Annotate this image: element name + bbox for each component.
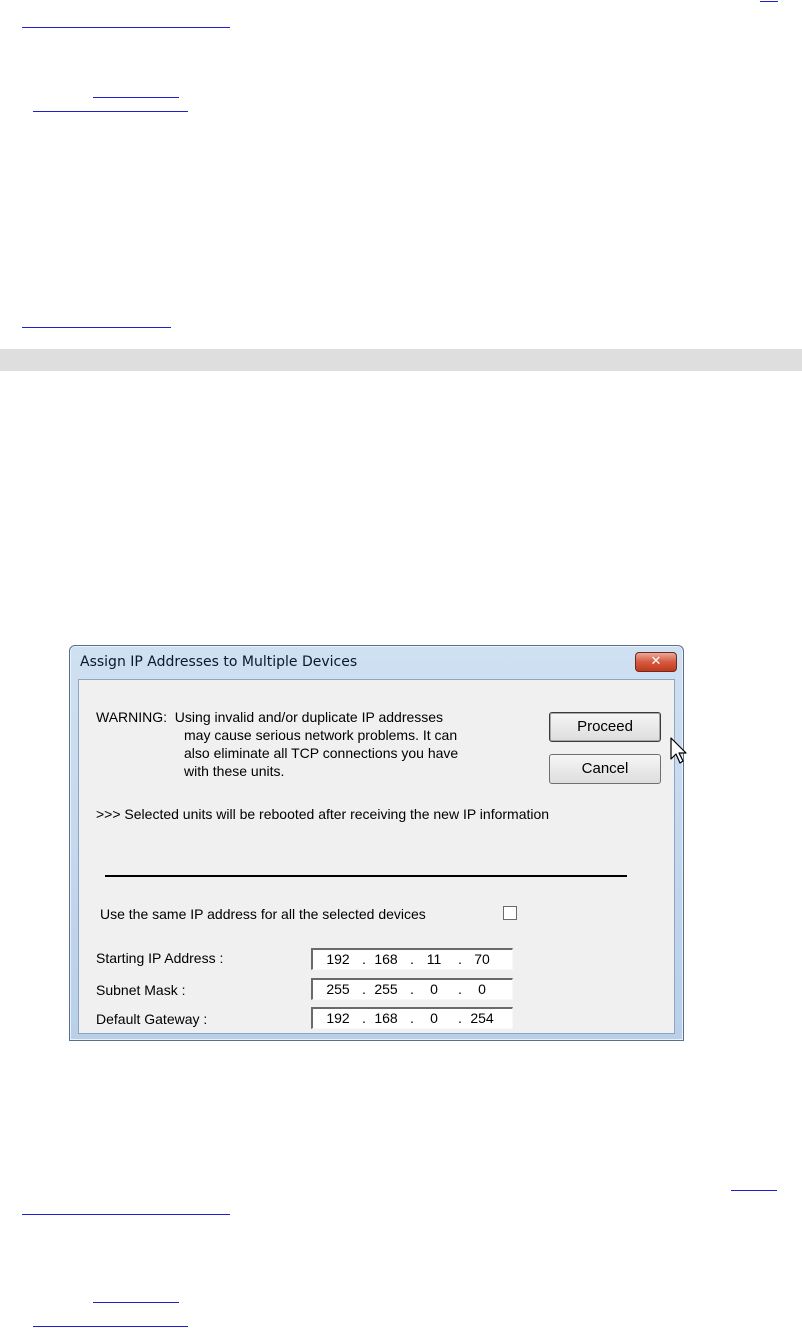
octet-dot: .	[410, 981, 414, 997]
warning-line-4: with these units.	[184, 763, 285, 779]
dialog-titlebar[interactable]	[70, 646, 683, 679]
octet-dot: .	[410, 951, 414, 967]
octet-dot: .	[458, 951, 462, 967]
subnet-octet-2[interactable]: 255	[374, 981, 398, 997]
dialog-body	[78, 679, 675, 1034]
subnet-mask-label: Subnet Mask :	[96, 982, 186, 998]
link-underline-short-2[interactable]	[33, 110, 188, 112]
link-underline-lower-right[interactable]	[731, 1189, 777, 1191]
link-underline-mid[interactable]	[22, 326, 171, 328]
same-ip-checkbox[interactable]	[503, 906, 517, 920]
subnet-octet-4[interactable]: 0	[478, 981, 486, 997]
close-button[interactable]	[635, 652, 677, 672]
warning-line-3: also eliminate all TCP connections you have	[184, 745, 459, 761]
starting-ip-field[interactable]	[311, 948, 513, 970]
octet-dot: .	[458, 1010, 462, 1026]
octet-dot: .	[458, 981, 462, 997]
octet-dot: .	[362, 951, 366, 967]
starting-ip-octet-3[interactable]: 11	[426, 951, 442, 967]
dialog-title: Assign IP Addresses to Multiple Devices	[80, 654, 358, 670]
gateway-octet-1[interactable]: 192	[326, 1010, 350, 1026]
section-divider-bar	[0, 349, 802, 371]
octet-dot: .	[362, 1010, 366, 1026]
starting-ip-octet-2[interactable]: 168	[374, 951, 398, 967]
gateway-octet-3[interactable]: 0	[430, 1010, 438, 1026]
proceed-button[interactable]: Proceed	[549, 712, 661, 742]
link-underline-top-left[interactable]	[22, 26, 230, 28]
link-underline-lower-left[interactable]	[22, 1213, 230, 1215]
warning-line-1: WARNING: Using invalid and/or duplicate IP addresses	[96, 709, 444, 725]
reboot-notice: >>> Selected units will be rebooted after receiving the new IP information	[96, 806, 550, 822]
default-gateway-field[interactable]	[311, 1007, 513, 1029]
mouse-pointer-icon	[669, 737, 691, 765]
subnet-mask-field[interactable]	[311, 978, 513, 1000]
warning-line-2: may cause serious network problems. It can	[184, 727, 458, 743]
assign-ip-dialog	[69, 645, 684, 1041]
gateway-octet-4[interactable]: 254	[470, 1010, 494, 1026]
default-gateway-label: Default Gateway :	[96, 1011, 208, 1027]
link-underline-bottom-2[interactable]	[33, 1325, 188, 1327]
starting-ip-octet-4[interactable]: 70	[474, 951, 490, 967]
link-underline-short-1[interactable]	[93, 96, 179, 98]
subnet-octet-3[interactable]: 0	[430, 981, 438, 997]
dialog-separator	[105, 875, 627, 877]
octet-dot: .	[410, 1010, 414, 1026]
link-underline-bottom-1[interactable]	[93, 1301, 179, 1303]
link-underline-top-right[interactable]	[760, 0, 778, 2]
gateway-octet-2[interactable]: 168	[374, 1010, 398, 1026]
same-ip-label: Use the same IP address for all the selected devices	[100, 906, 426, 922]
starting-ip-label: Starting IP Address :	[96, 950, 224, 966]
octet-dot: .	[362, 981, 366, 997]
subnet-octet-1[interactable]: 255	[326, 981, 350, 997]
starting-ip-octet-1[interactable]: 192	[326, 951, 350, 967]
cancel-button[interactable]: Cancel	[549, 754, 661, 784]
close-icon: ✕	[650, 654, 662, 669]
